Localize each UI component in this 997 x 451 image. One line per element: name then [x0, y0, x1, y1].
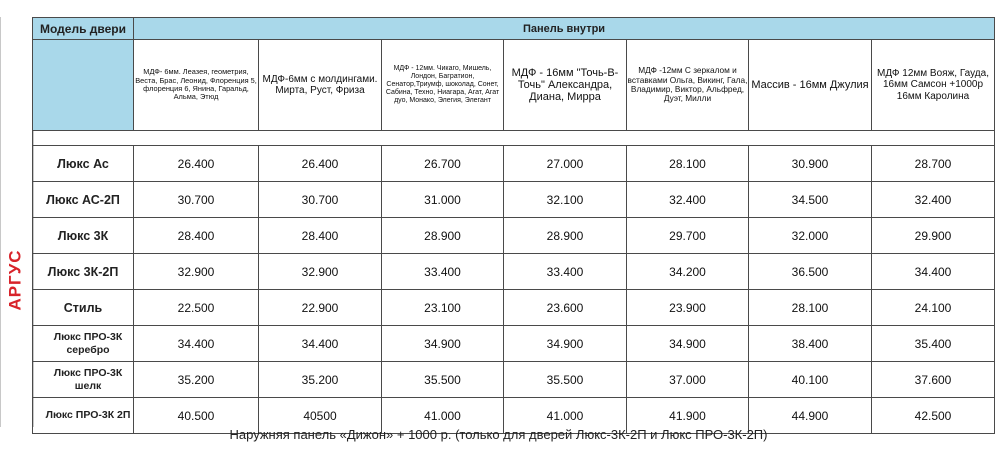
column-header-5: МДФ -12мм С зеркалом и вставками Ольга, Викинг, Гала, Владимир, Виктор, Альфред, Дуэт, Милли: [627, 40, 749, 131]
price-cell: 28.100: [627, 146, 749, 182]
price-cell: 32.000: [749, 218, 872, 254]
table-row: [33, 326, 995, 362]
price-cell: 31.000: [382, 182, 504, 218]
price-cell: 34.400: [134, 326, 259, 362]
header-gap-cell: [33, 131, 995, 146]
brand-label: [2, 230, 30, 330]
header-gap: [33, 131, 995, 146]
price-cell: 34.900: [627, 326, 749, 362]
row-model-name: Люкс ПРО-3К 2П: [33, 398, 134, 434]
price-cell: 30.700: [259, 182, 382, 218]
row-model-name: Люкс 3К-2П: [33, 254, 134, 290]
price-cell: 41.000: [504, 398, 627, 434]
price-cell: 35.400: [872, 326, 995, 362]
price-cell: 27.000: [504, 146, 627, 182]
column-header-6: Массив - 16мм Джулия: [749, 40, 872, 131]
price-cell: 28.400: [134, 218, 259, 254]
row-model-name: Люкс ПРО-3К шелк: [33, 362, 134, 398]
column-header-3: МДФ - 12мм. Чикаго, Мишель, Лондон, Багратион, Сенатор,Триумф, шоколад, Сонет, Сабина, Техно, Ниагара, Агат, Агат дуо, Монако, Элегия, Элегант: [382, 40, 504, 131]
price-cell: 40500: [259, 398, 382, 434]
price-cell: 33.400: [504, 254, 627, 290]
price-cell: 38.400: [749, 326, 872, 362]
price-cell: 28.900: [504, 218, 627, 254]
price-table: [32, 17, 995, 434]
panel-column-header: Панель внутри: [134, 18, 995, 40]
row-model-name: Люкс Ас: [33, 146, 134, 182]
price-cell: 34.500: [749, 182, 872, 218]
column-header-7: МДФ 12мм Вояж, Гауда, 16мм Самсон +1000р 16мм Каролина: [872, 40, 995, 131]
price-cell: 34.400: [872, 254, 995, 290]
price-cell: 37.000: [627, 362, 749, 398]
row-model-name: Люкс 3К: [33, 218, 134, 254]
price-cell: 30.900: [749, 146, 872, 182]
price-cell: 23.600: [504, 290, 627, 326]
price-cell: 30.700: [134, 182, 259, 218]
price-cell: 34.400: [259, 326, 382, 362]
price-cell: 37.600: [872, 362, 995, 398]
row-model-name: Люкс ПРО-3К серебро: [33, 326, 134, 362]
price-cell: 41.900: [627, 398, 749, 434]
model-header-blank: [33, 40, 134, 131]
price-cell: 32.900: [134, 254, 259, 290]
footer-note: Наружняя панель «Дижон» + 1000 р. (только для дверей Люкс-3К-2П и Люкс ПРО-3К-2П): [229, 427, 768, 442]
price-cell: 40.500: [134, 398, 259, 434]
price-cell: 23.900: [627, 290, 749, 326]
price-cell: 41.000: [382, 398, 504, 434]
price-cell: 22.500: [134, 290, 259, 326]
brand-text: АРГУС: [6, 249, 26, 311]
price-cell: 34.900: [382, 326, 504, 362]
price-cell: 32.400: [627, 182, 749, 218]
table-row: [33, 290, 995, 326]
column-header-1: МДФ- 6мм. Леазея, геометрия, Веста, Брас, Леонид, Флоренция 5, флоренция 6, Янина, Гаральд, Альма, Этюд: [134, 40, 259, 131]
price-cell: 23.100: [382, 290, 504, 326]
row-model-name: Стиль: [33, 290, 134, 326]
price-cell: 28.400: [259, 218, 382, 254]
price-cell: 26.400: [259, 146, 382, 182]
price-cell: 35.500: [382, 362, 504, 398]
price-cell: 44.900: [749, 398, 872, 434]
table-row: [33, 182, 995, 218]
price-cell: 29.700: [627, 218, 749, 254]
table-row: [33, 362, 995, 398]
price-cell: 32.400: [872, 182, 995, 218]
price-cell: 26.700: [382, 146, 504, 182]
price-cell: 36.500: [749, 254, 872, 290]
price-cell: 24.100: [872, 290, 995, 326]
price-cell: 28.100: [749, 290, 872, 326]
price-cell: 22.900: [259, 290, 382, 326]
brand-strip: [0, 17, 34, 427]
row-model-name: Люкс АС-2П: [33, 182, 134, 218]
price-cell: 34.200: [627, 254, 749, 290]
price-cell: 33.400: [382, 254, 504, 290]
price-cell: 32.100: [504, 182, 627, 218]
price-cell: 35.200: [134, 362, 259, 398]
price-cell: 28.700: [872, 146, 995, 182]
price-rows: [33, 146, 995, 434]
price-cell: 40.100: [749, 362, 872, 398]
price-cell: 35.200: [259, 362, 382, 398]
price-cell: 28.900: [382, 218, 504, 254]
table-row: [33, 254, 995, 290]
table-row: [33, 146, 995, 182]
price-cell: 34.900: [504, 326, 627, 362]
table-row: [33, 218, 995, 254]
column-header-4: МДФ - 16мм "Точь-В-Точь" Александра, Диана, Мирра: [504, 40, 627, 131]
model-column-header: Модель двери: [33, 18, 134, 40]
column-header-2: МДФ-6мм с молдингами. Мирта, Руст, Фриза: [259, 40, 382, 131]
price-cell: 26.400: [134, 146, 259, 182]
price-cell: 42.500: [872, 398, 995, 434]
price-cell: 32.900: [259, 254, 382, 290]
price-cell: 29.900: [872, 218, 995, 254]
price-cell: 35.500: [504, 362, 627, 398]
